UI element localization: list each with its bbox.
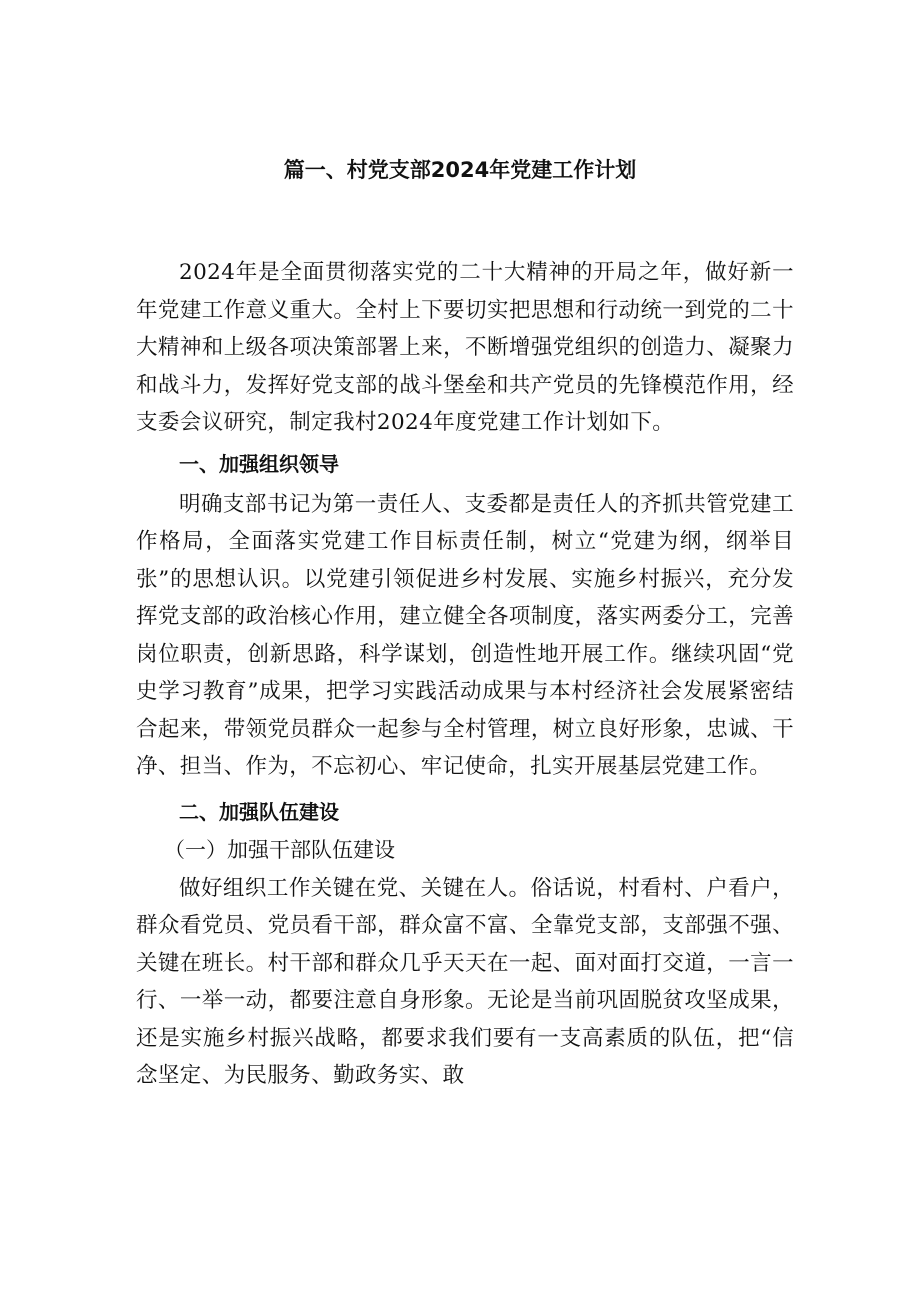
- document-body: [136, 254, 794, 1095]
- subsection-heading-cadre: （一）加强干部队伍建设: [164, 837, 395, 862]
- section-heading-organization: 一、加强组织领导: [179, 451, 339, 476]
- intro-paragraph: 2024年是全面贯彻落实党的二十大精神的开局之年，做好新一年党建工作意义重大。全村上下要切实把思想和行动统一到党的二十大精神和上级各项决策部署上来，不断增强党组织的创造力、凝聚力和战斗力，发挥好党支部的战斗堡垒和共产党员的先锋模范作用，经支委会议研究，制定我村2024年度党建工作计划如下。: [136, 260, 794, 435]
- section-paragraph-team: 做好组织工作关键在党、关键在人。俗话说，村看村、户看户，群众看党员、党员看干部，群众富不富、全靠党支部，支部强不强、关键在班长。村干部和群众几乎天天在一起、面对面打交道，一言一行、一举一动，都要注意自身形象。无论是当前巩固脱贫攻坚成果，还是实施乡村振兴战略，都要求我们要有一支高素质的队伍，把“信念坚定、为民服务、勤政务实、敢: [136, 875, 794, 1088]
- section-paragraph-organization: 明确支部书记为第一责任人、支委都是责任人的齐抓共管党建工作格局，全面落实党建工作目标责任制，树立“党建为纲，纲举目张”的思想认识。以党建引领促进乡村发展、实施乡村振兴，充分发挥党支部的政治核心作用，建立健全各项制度，落实两委分工，完善岗位职责，创新思路，科学谋划，创造性地开展工作。继续巩固“党史学习教育”成果，把学习实践活动成果与本村经济社会发展紧密结合起来，带领党员群众一起参与全村管理，树立良好形象，忠诚、干净、担当、作为，不忘初心、牢记使命，扎实开展基层党建工作。: [136, 491, 794, 779]
- section-heading-team: 二、加强队伍建设: [179, 799, 339, 824]
- document-title: 篇一、村党支部2024年党建工作计划: [283, 158, 637, 182]
